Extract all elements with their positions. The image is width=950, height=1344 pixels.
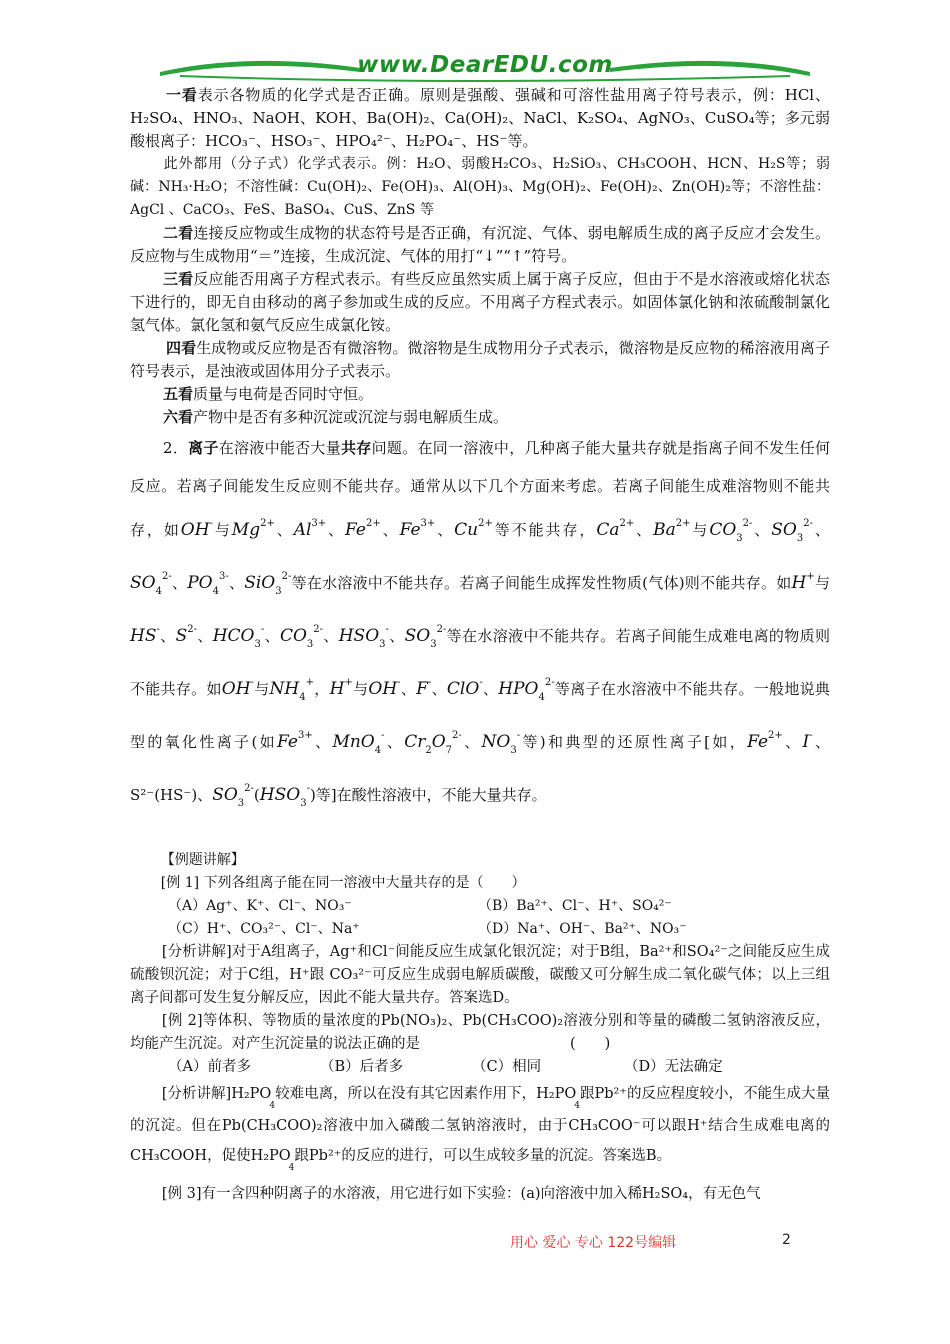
example-1-options: [130, 895, 830, 941]
option-b: （B）后者多: [320, 1059, 404, 1075]
option-a: （A）前者多: [168, 1059, 251, 1075]
option-b: （B）Ba²⁺、Cl⁻、H⁺、SO₄²⁻: [478, 898, 672, 914]
examples-heading: 【例题讲解】: [160, 852, 245, 868]
option-d: （D）无法确定: [624, 1059, 723, 1075]
option-a: （A）Ag⁺、K⁺、Cl⁻、NO₃⁻: [168, 898, 352, 914]
paragraph-4: 三看反应能否用离子方程式表示。有些反应虽然实质上属于离子反应，但由于不是水溶液或熔化状态下进行的，即无自由移动的离子参加或生成的反应。不用离子方程式表示。如固体氯化钠和浓硫酸制氯化氢气体。氯化氢和氨气反应生成氯化铵。: [130, 270, 830, 334]
option-d: （D）Na⁺、OH⁻、Ba²⁺、NO₃⁻: [478, 921, 687, 937]
paragraph-7: 六看产物中是否有多种沉淀或沉淀与弱电解质生成。: [163, 408, 509, 426]
paragraph-8: 2．离子在溶液中能否大量共存问题。在同一溶液中，几种离子能大量共存就是指离子间不发生任何反应。若离子间能发生反应则不能共存。通常从以下几个方面来考虑。若离子间能生成难溶物则不能共存，如OH-与$Mg^{2+}$、$Al^{3+}$、$Fe^{2+}$、$Fe^{3+}$、$Cu^{2+}$等不能共存，$Ca^{2+}$、$Ba^{2+}$与$CO_3^{2-}$、$SO_3^{2-}$、$SO_4^{2-}$、$PO_4^{3-}$、SiO$_3^{2-}$等在水溶液中不能共存。若离子间能生成挥发性物质(气体)则不能共存。如H+与HS-、$S^{2-}$、$HCO_3^-$、$CO_3^{2-}$、$HSO_3^-$、$SO_3^{2-}$等在水溶液中不能共存。若离子间能生成难电离的物质则不能共存。如OH-与$NH_4^+$，H+与OH-、F-、ClO-、$HPO_4^{2-}$等离子在水溶液中不能共存。一般地说典型的氧化性离子(如$Fe^{3+}$、MnO$_4$-、$Cr_2O_7^{2-}$、$NO_3^-$等)和典型的还原性离子[如，$Fe^{2+}$、I-、S²⁻(HS⁻)、$SO_3^{2-}(HSO_3^-)$等]在酸性溶液中，不能大量共存。: [130, 439, 830, 809]
paragraph-6: 五看质量与电荷是否同时守恒。: [163, 385, 374, 403]
paragraph-1: 一看表示各物质的化学式是否正确。原则是强酸、强碱和可溶性盐用离子符号表示，例：HCl、H₂SO₄、HNO₃、NaOH、KOH、Ba(OH)₂、Ca(OH)₂、NaCl、K₂SO₄、AgNO₃、CuSO₄等；多元弱酸根离子：HCO₃⁻、HSO₃⁻、HPO₄²⁻、H₂PO₄⁻、HS⁻等。: [130, 86, 830, 150]
main-content: [130, 84, 830, 1206]
example-2-options: [130, 1056, 830, 1079]
paragraph-5: 四看生成物或反应物是否有微溶物。微溶物是生成物用分子式表示，微溶物是反应物的稀溶液用离子符号表示，是浊液或固体用分子式表示。: [130, 339, 830, 380]
example-1-answer: [分析讲解]对于A组离子，Ag⁺和Cl⁻间能反应生成氯化银沉淀；对于B组，Ba²⁺和SO₄²⁻之间能反应生成硫酸钡沉淀；对于C组，H⁺跟 CO₃²⁻可反应生成弱电解质碳酸，碳酸又可分解生成二氧化碳气体；以上三组离子间都可发生复分解反应，因此不能大量共存。答案选D。: [130, 944, 830, 1006]
page-number: 2: [782, 1232, 791, 1248]
option-c: （C）H⁺、CO₃²⁻、Cl⁻、Na⁺: [168, 921, 360, 937]
site-brand[interactable]: www.DearEDU.com: [357, 52, 613, 78]
paragraph-3: 二看连接反应物或生成物的状态符号是否正确，有沉淀、气体、弱电解质生成的离子反应才会发生。反应物与生成物用“＝”连接，生成沉淀、气体的用打“↓”“↑”符号。: [130, 224, 830, 265]
example-2-question: [例 2]等体积、等物质的量浓度的Pb(NO₃)₂、Pb(CH₃COO)₂溶液分别和等量的磷酸二氢钠溶液反应，均能产生沉淀。对产生沉淀量的说法正确的是 ( ): [130, 1013, 830, 1052]
paragraph-2: 此外都用（分子式）化学式表示。例：H₂O、弱酸H₂CO₃、H₂SiO₃、CH₃COOH、HCN、H₂S等；弱碱：NH₃·H₂O；不溶性碱：Cu(OH)₂、Fe(OH)₃、Al(OH)₃、Mg(OH)₂、Fe(OH)₂、Zn(OH)₂等；不溶性盐：AgCl 、CaCO₃、FeS、BaSO₄、CuS、ZnS 等: [130, 156, 830, 218]
option-c: （C）相同: [472, 1059, 542, 1075]
example-1-question: [例 1] 下列各组离子能在同一溶液中大量共存的是（ ）: [160, 875, 526, 891]
example-2-answer: [分析讲解]$H_2PO_4$较难电离，所以在没有其它因素作用下，$H_2PO_4$跟Pb²⁺的反应程度较小，不能生成大量的沉淀。但在Pb(CH₃COO)₂溶液中加入磷酸二氢钠溶液时，由于CH₃COO⁻可以跟H⁺结合生成难电离的CH₃COOH，促使$H_2PO_4$跟Pb²⁺的反应的进行，可以生成较多量的沉淀。答案选B。: [130, 1086, 830, 1173]
example-3-question: [例 3]有一含四种阴离子的水溶液，用它进行如下实验：(a)向溶液中加入稀H₂SO₄，有无色气: [161, 1186, 761, 1202]
footer-editor-note: 用心 爱心 专心 122号编辑: [510, 1235, 677, 1251]
